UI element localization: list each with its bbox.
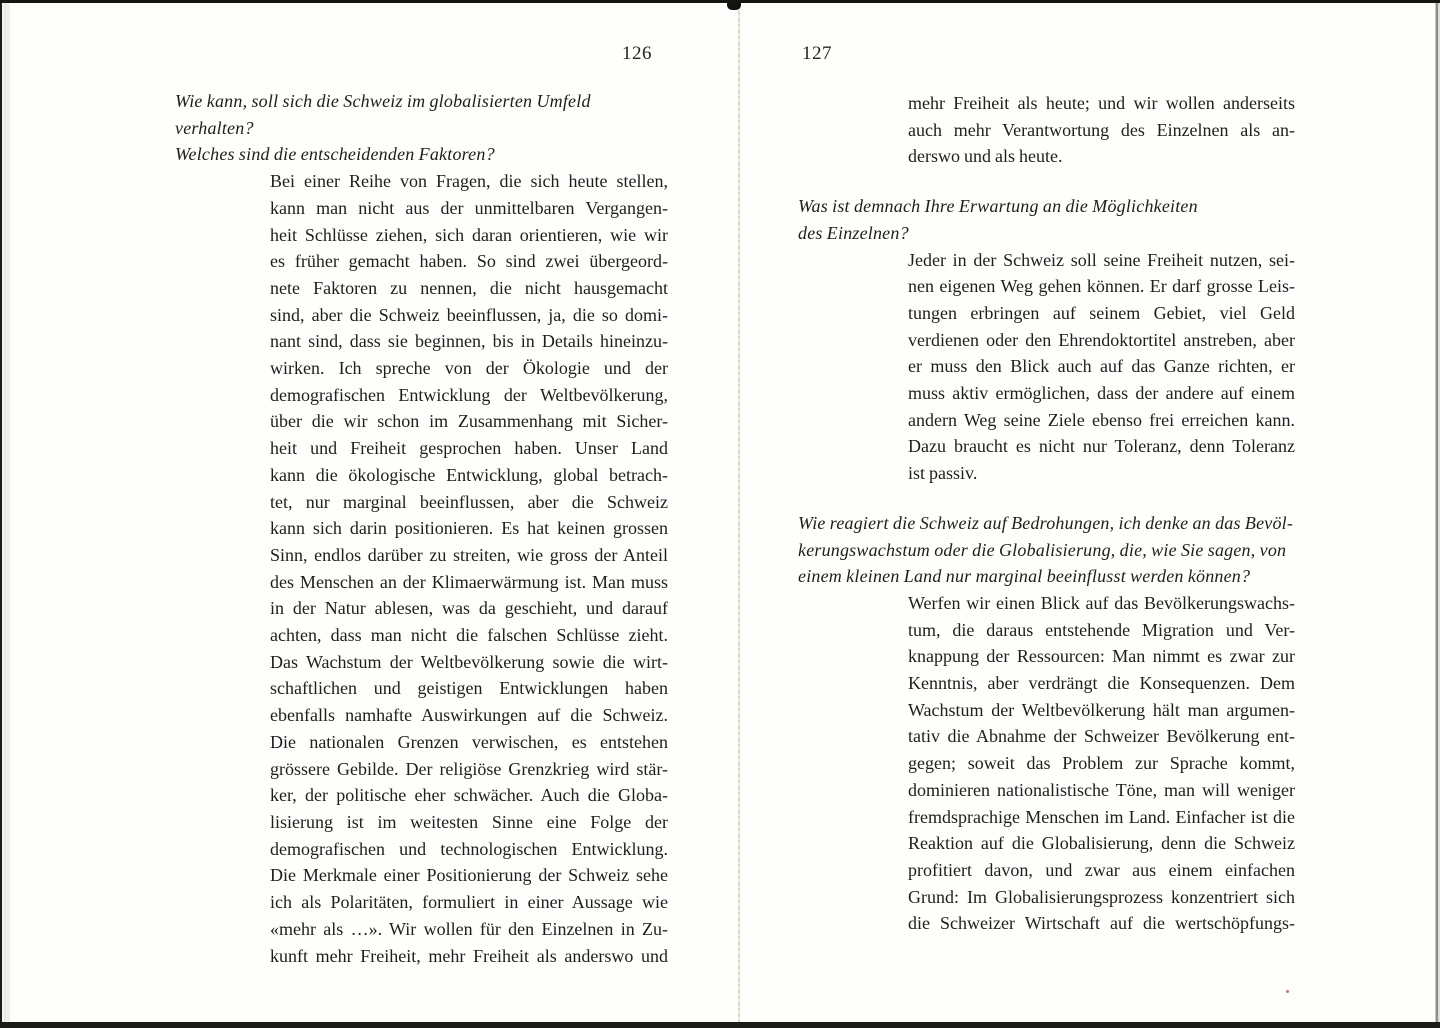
- page-content-right: [798, 90, 1295, 937]
- text-line: Jeder in der Schweiz soll seine Freiheit nutzen, sei-: [908, 249, 1295, 270]
- text-line: nen eigenen Weg gehen können. Er darf grosse Leis-: [908, 276, 1295, 297]
- text-line: Die Merkmale einer Positionierung der Schweiz sehe: [270, 865, 668, 886]
- scan-top-edge: [0, 0, 1440, 3]
- text-line: er muss den Blick auch auf das Ganze richten, er: [908, 356, 1295, 377]
- scan-bottom-edge: [0, 1022, 1440, 1028]
- answer-block: [798, 247, 1295, 487]
- book-spine-gutter: [702, 0, 758, 1022]
- text-line: heit Schlüsse ziehen, sich daran orientieren, wie wir: [270, 224, 668, 245]
- text-line: achten, dass man nicht die falschen Schlüsse zieht.: [270, 625, 668, 646]
- text-line: über die wir schon im Zusammenhang mit Sicher-: [270, 411, 668, 432]
- text-line: demografischen und technologischen Entwicklung.: [270, 838, 668, 859]
- text-line: verdienen oder den Ehrendoktortitel anstreben, aber: [908, 329, 1295, 350]
- text-line: Kenntnis, aber verdrängt die Konsequenzen. Dem: [908, 673, 1295, 694]
- text-line: auch mehr Verantwortung des Einzelnen als an-: [908, 119, 1295, 140]
- text-line: mehr Freiheit als heute; und wir wollen anderseits: [908, 93, 1295, 113]
- text-line: es früher gemacht haben. So sind zwei übergeord-: [270, 251, 668, 272]
- text-line: «mehr als …». Wir wollen für den Einzelnen in Zu-: [270, 918, 668, 939]
- question-block: [175, 88, 668, 168]
- text-line: Wie kann, soll sich die Schweiz im globalisierten Umfeld verhalten?: [175, 91, 591, 138]
- text-line: tum, die daraus entstehende Migration und Ver-: [908, 619, 1295, 640]
- text-line: lisierung ist im weitesten Sinne eine Folge der: [270, 811, 668, 832]
- text-line: Bei einer Reihe von Fragen, die sich heute stellen,: [270, 171, 668, 192]
- text-line: Werfen wir einen Blick auf das Bevölkerungswachs-: [908, 592, 1295, 613]
- text-line: die Schweizer Wirtschaft auf die wertschöpfungs-: [908, 913, 1295, 934]
- text-line: tativ die Abnahme der Schweizer Bevölkerung ent-: [908, 726, 1295, 747]
- text-line: tungen erbringen auf seinem Gebiet, viel Geld: [908, 302, 1295, 323]
- question-block: [798, 193, 1295, 246]
- text-line: kunft mehr Freiheit, mehr Freiheit als anderswo und: [270, 945, 668, 966]
- text-line: kann die ökologische Entwicklung, global betrach-: [270, 464, 668, 485]
- text-line: nant sind, dass sie beginnen, bis in Details hineinzu-: [270, 331, 668, 352]
- text-line: ist passiv.: [908, 463, 978, 484]
- text-line: tet, nur marginal beeinflussen, aber die Schweiz: [270, 491, 668, 512]
- text-line: wirken. Ich spreche von der Ökologie und der: [270, 358, 668, 379]
- text-line: Dazu braucht es nicht nur Toleranz, denn Toleranz: [908, 436, 1295, 457]
- text-line: profitiert davon, und zwar aus einem einfachen: [908, 859, 1295, 880]
- text-line: knappung der Ressourcen: Man nimmt es zwar zur: [908, 646, 1295, 667]
- text-line: grössere Gebilde. Der religiöse Grenzkrieg wird stär-: [270, 758, 668, 779]
- text-line: ich als Polaritäten, formuliert in einer Aussage wie: [270, 892, 668, 913]
- text-line: des Menschen an der Klimaerwärmung ist. Man muss: [270, 571, 668, 592]
- page-number-right: 127: [802, 43, 832, 64]
- text-line: kann man nicht aus der unmittelbaren Vergangen-: [270, 197, 668, 218]
- text-line: einem kleinen Land nur marginal beeinflusst werden können?: [798, 566, 1251, 587]
- text-line: ker, der politische eher schwächer. Auch die Globa-: [270, 785, 668, 806]
- answer-block: [798, 590, 1295, 937]
- text-line: heit und Freiheit gesprochen haben. Unser Land: [270, 438, 668, 459]
- page-126: [175, 0, 668, 1022]
- text-line: Grund: Im Globalisierungsprozess konzentriert sich: [908, 886, 1295, 907]
- text-line: derswo und als heute.: [908, 146, 1063, 167]
- answer-block: [798, 90, 1295, 170]
- text-line: andern Weg seine Ziele ebenso frei erreichen kann.: [908, 409, 1295, 430]
- text-line: Reaktion auf die Globalisierung, denn die Schweiz: [908, 833, 1295, 854]
- text-line: Wie reagiert die Schweiz auf Bedrohungen, ich denke an das Bevöl-: [798, 512, 1294, 533]
- text-line: Welches sind die entscheidenden Faktoren?: [175, 144, 495, 165]
- text-line: Wachstum der Weltbevölkerung hält man argumen-: [908, 699, 1295, 720]
- page-127: [798, 0, 1295, 1022]
- text-line: nete Faktoren zu nennen, die nicht hausgemacht: [270, 277, 668, 298]
- text-line: Sinn, endlos darüber zu streiten, wie gross der Anteil: [270, 544, 668, 565]
- spine-stitch-line: [738, 0, 740, 1022]
- scan-right-edge: [1432, 0, 1440, 1028]
- text-line: kann sich darin positionieren. Es hat keinen grossen: [270, 518, 668, 539]
- text-line: Das Wachstum der Weltbevölkerung sowie die wirt-: [270, 651, 668, 672]
- scan-left-edge: [0, 0, 16, 1028]
- text-line: schaftlichen und geistigen Entwicklungen haben: [270, 678, 668, 699]
- text-line: fremdsprachige Menschen im Land. Einfacher ist die: [908, 806, 1295, 827]
- text-line: dominieren nationalistische Töne, man will weniger: [908, 779, 1295, 800]
- red-speck-artifact: [1286, 990, 1289, 993]
- text-line: in der Natur ablesen, was da geschieht, und darauf: [270, 598, 668, 619]
- text-line: Die nationalen Grenzen verwischen, es entstehen: [270, 731, 668, 752]
- page-number-left: 126: [622, 43, 652, 64]
- text-line: demografischen Entwicklung der Weltbevölkerung,: [270, 384, 668, 405]
- page-content-left: [175, 88, 668, 969]
- text-line: kerungswachstum oder die Globalisierung, die, wie Sie sagen, von: [798, 539, 1287, 560]
- text-line: ebenfalls namhafte Auswirkungen auf die Schweiz.: [270, 705, 668, 726]
- text-line: des Einzelnen?: [798, 222, 909, 243]
- answer-block: [175, 168, 668, 969]
- text-line: sind, aber die Schweiz beeinflussen, ja, die so domi-: [270, 304, 668, 325]
- text-line: gegen; soweit das Problem zur Sprache kommt,: [908, 753, 1295, 774]
- text-line: muss aktiv ermöglichen, dass der andere auf einem: [908, 383, 1295, 404]
- question-block: [798, 510, 1295, 590]
- text-line: Was ist demnach Ihre Erwartung an die Möglichkeiten: [798, 196, 1198, 217]
